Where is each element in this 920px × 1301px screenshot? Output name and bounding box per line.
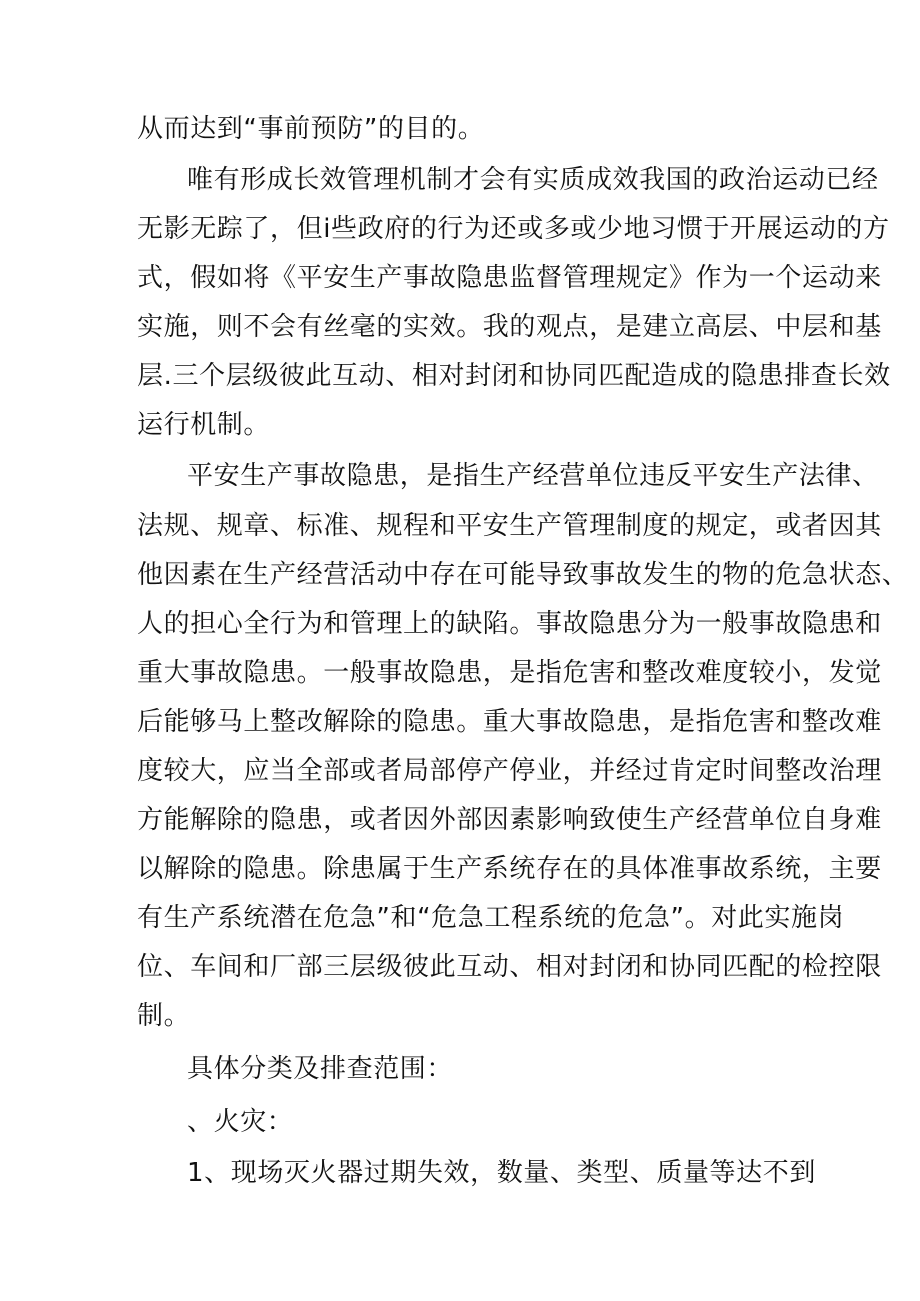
text-line: 法规、规章、标准、规程和平安生产管理制度的规定，或者因其	[137, 511, 882, 541]
list-heading: 、火灾：	[187, 1107, 294, 1137]
text-line: 制。	[137, 1001, 191, 1031]
text-line: 实施，则不会有丝毫的实效。我的观点，是建立高层、中层和基	[137, 312, 882, 342]
text-line: 运行机制。	[137, 410, 271, 440]
paragraph-first-line: 平安生产事故隐患，是指生产经营单位违反平安生产法律、	[187, 461, 879, 491]
section-heading: 具体分类及排查范围：	[187, 1054, 454, 1084]
paragraph-first-line: 唯有形成长效管理机制才会有实质成效我国的政治运动已经	[187, 165, 879, 195]
text-line: 方能解除的隐患，或者因外部因素影响致使生产经营单位自身难	[137, 805, 882, 835]
text-line: 层.三个层级彼此互动、相对封闭和协同匹配造成的隐患排查长效	[137, 361, 891, 391]
text-line: 以解除的隐患。除患属于生产系统存在的具体准事故系统，主要	[137, 854, 882, 884]
text-line: 从而达到“事前预防”的目的。	[137, 114, 485, 144]
text-line: 式，假如将《平安生产事故隐患监督管理规定》作为一个运动来	[137, 263, 882, 293]
text-line: 人的担心全行为和管理上的缺陷。事故隐患分为一般事故隐患和	[137, 609, 882, 639]
text-line: 重大事故隐患。一般事故隐患，是指危害和整改难度较小，发觉	[137, 658, 882, 688]
text-line: 他因素在生产经营活动中存在可能导致事故发生的物的危急状态、	[137, 560, 909, 590]
text-line: 无影无踪了，但i些政府的行为还或多或少地习惯于开展运动的方	[137, 214, 890, 244]
text-line: 有生产系统潜在危急”和“危急工程系统的危急”。对此实施岗	[137, 903, 845, 933]
text-line: 后能够马上整改解除的隐患。重大事故隐患，是指危害和整改难	[137, 707, 882, 737]
list-item: 1、现场灭火器过期失效，数量、类型、质量等达不到	[187, 1158, 816, 1188]
text-line: 位、车间和厂部三层级彼此互动、相对封闭和协同匹配的检控限	[137, 952, 882, 982]
text-line: 度较大，应当全部或者局部停产停业，并经过肯定时间整改治理	[137, 756, 882, 786]
